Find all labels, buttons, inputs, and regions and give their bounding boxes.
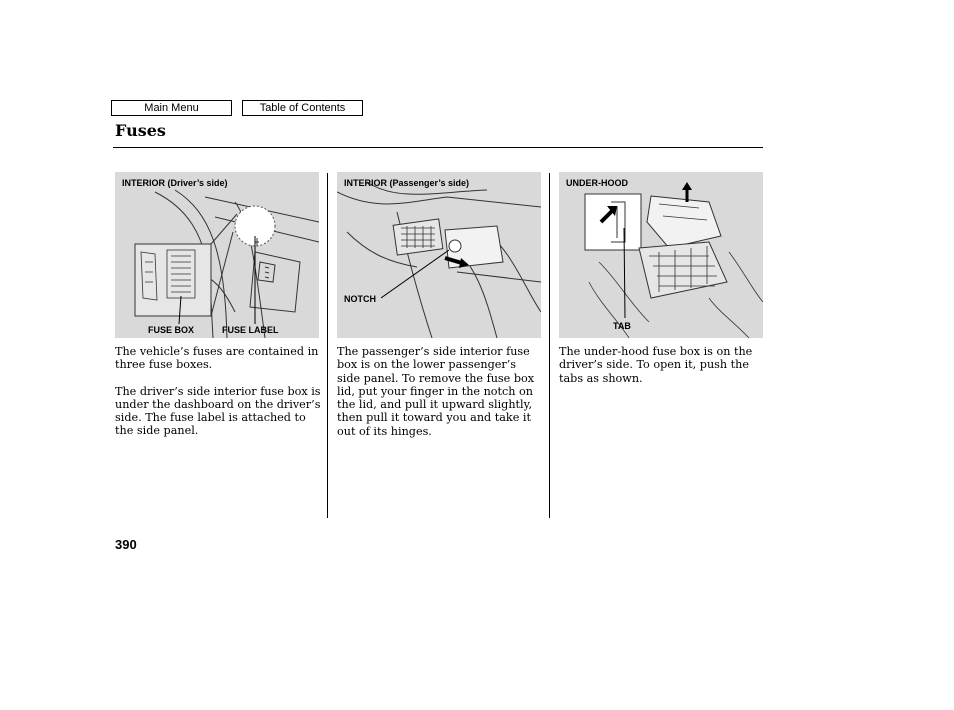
column-2-text [337, 345, 541, 451]
figure-label-passenger-side: INTERIOR (Passenger’s side) [344, 178, 470, 188]
callout-tab: TAB [613, 321, 631, 331]
callout-fuse-label: FUSE LABEL [222, 325, 279, 335]
paragraph: The passenger’s side interior fuse box is on the lower passenger’s side panel. To remove the fuse box lid, put your finger in the notch on the lid, and pull it upward slightly, then pull it toward you and take it out of its hinges. [337, 345, 535, 438]
main-menu-button[interactable]: Main Menu [111, 100, 232, 116]
title-rule [113, 147, 763, 148]
page-number: 390 [115, 537, 137, 552]
figure-under-hood [559, 172, 763, 338]
callout-fuse-box: FUSE BOX [148, 325, 195, 335]
paragraph: The driver’s side interior fuse box is under the dashboard on the driver’s side. The fuse label is attached to the side panel. [115, 384, 321, 438]
page-title: Fuses [115, 121, 166, 140]
figure-label-under-hood: UNDER-HOOD [566, 178, 628, 188]
table-of-contents-button[interactable]: Table of Contents [242, 100, 363, 116]
column-3-text [559, 345, 763, 398]
callout-notch: NOTCH [344, 294, 376, 304]
paragraph: The vehicle’s fuses are contained in three fuse boxes. [115, 345, 319, 372]
figure-label-driver-side: INTERIOR (Driver’s side) [122, 178, 228, 188]
column-divider-1 [327, 173, 328, 518]
passenger-side-illustration [337, 172, 541, 338]
paragraph: The under-hood fuse box is on the driver’s side. To open it, push the tabs as shown. [559, 345, 753, 385]
figure-passenger-side [337, 172, 541, 338]
figure-driver-side [115, 172, 319, 338]
column-divider-2 [549, 173, 550, 518]
column-1-text [115, 345, 323, 451]
under-hood-illustration [559, 172, 763, 338]
driver-side-illustration [115, 172, 319, 338]
